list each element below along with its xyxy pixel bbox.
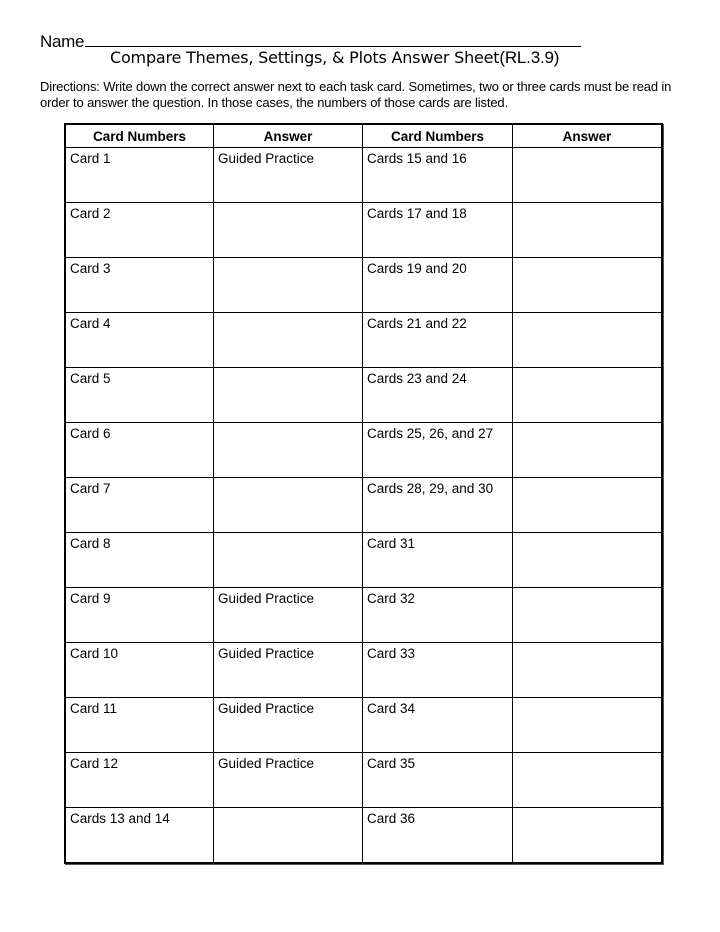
name-underline[interactable]	[85, 30, 581, 47]
table-row	[65, 478, 662, 533]
directions-text: Directions: Write down the correct answer next to each task card. Sometimes, two or three cards must be read in order to answer the question. In those cases, the numbers of those cards are listed.	[40, 79, 672, 110]
card-number-cell: Card 1	[65, 148, 214, 203]
card-number-cell: Card 35	[363, 753, 513, 808]
answer-cell[interactable]	[513, 423, 663, 478]
column-header: Card Numbers	[363, 124, 513, 148]
card-number-cell: Card 5	[65, 368, 214, 423]
card-number-cell: Cards 17 and 18	[363, 203, 513, 258]
table-row	[65, 203, 662, 258]
answer-cell[interactable]	[214, 313, 363, 368]
card-number-cell: Card 34	[363, 698, 513, 753]
answer-table	[64, 123, 663, 864]
name-label: Name	[40, 32, 85, 51]
card-number-cell: Cards 21 and 22	[363, 313, 513, 368]
title-text: Compare Themes, Settings, & Plots Answer Sheet	[110, 48, 500, 67]
card-number-cell: Card 6	[65, 423, 214, 478]
card-number-cell: Card 36	[363, 808, 513, 863]
table-row	[65, 753, 662, 808]
column-header: Card Numbers	[65, 124, 214, 148]
card-number-cell: Cards 13 and 14	[65, 808, 214, 863]
answer-cell[interactable]	[214, 533, 363, 588]
table-row	[65, 423, 662, 478]
answer-cell[interactable]	[513, 203, 663, 258]
answer-cell[interactable]	[513, 148, 663, 203]
table-header-row	[65, 124, 662, 148]
answer-cell[interactable]	[214, 258, 363, 313]
answer-cell[interactable]: Guided Practice	[214, 148, 363, 203]
answer-cell[interactable]: Guided Practice	[214, 588, 363, 643]
answer-cell[interactable]	[214, 423, 363, 478]
table-row	[65, 313, 662, 368]
card-number-cell: Card 7	[65, 478, 214, 533]
answer-cell[interactable]	[513, 588, 663, 643]
answer-cell[interactable]	[513, 258, 663, 313]
table-row	[65, 258, 662, 313]
table-row	[65, 368, 662, 423]
answer-cell[interactable]: Guided Practice	[214, 698, 363, 753]
answer-cell[interactable]	[513, 478, 663, 533]
card-number-cell: Card 2	[65, 203, 214, 258]
column-header: Answer	[513, 124, 663, 148]
card-number-cell: Card 33	[363, 643, 513, 698]
column-header: Answer	[214, 124, 363, 148]
card-number-cell: Card 12	[65, 753, 214, 808]
card-number-cell: Card 10	[65, 643, 214, 698]
answer-cell[interactable]	[214, 808, 363, 863]
card-number-cell: Cards 28, 29, and 30	[363, 478, 513, 533]
standard-code: (RL.3.9)	[499, 48, 560, 67]
card-number-cell: Card 11	[65, 698, 214, 753]
answer-cell[interactable]	[513, 533, 663, 588]
answer-cell[interactable]	[513, 368, 663, 423]
answer-cell[interactable]	[513, 313, 663, 368]
page-title	[0, 48, 720, 68]
answer-cell[interactable]: Guided Practice	[214, 643, 363, 698]
card-number-cell: Cards 15 and 16	[363, 148, 513, 203]
card-number-cell: Card 32	[363, 588, 513, 643]
answer-cell[interactable]	[214, 368, 363, 423]
card-number-cell: Card 3	[65, 258, 214, 313]
card-number-cell: Card 31	[363, 533, 513, 588]
answer-cell[interactable]	[513, 753, 663, 808]
card-number-cell: Card 9	[65, 588, 214, 643]
card-number-cell: Cards 19 and 20	[363, 258, 513, 313]
answer-cell[interactable]	[214, 203, 363, 258]
table-row	[65, 533, 662, 588]
card-number-cell: Card 4	[65, 313, 214, 368]
card-number-cell: Cards 23 and 24	[363, 368, 513, 423]
card-number-cell: Card 8	[65, 533, 214, 588]
table-row	[65, 698, 662, 753]
card-number-cell: Cards 25, 26, and 27	[363, 423, 513, 478]
answer-cell[interactable]	[214, 478, 363, 533]
answer-cell[interactable]	[513, 698, 663, 753]
answer-cell[interactable]: Guided Practice	[214, 753, 363, 808]
table-row	[65, 588, 662, 643]
answer-cell[interactable]	[513, 808, 663, 863]
table-row	[65, 643, 662, 698]
table-row	[65, 808, 662, 863]
table-row	[65, 148, 662, 203]
answer-cell[interactable]	[513, 643, 663, 698]
